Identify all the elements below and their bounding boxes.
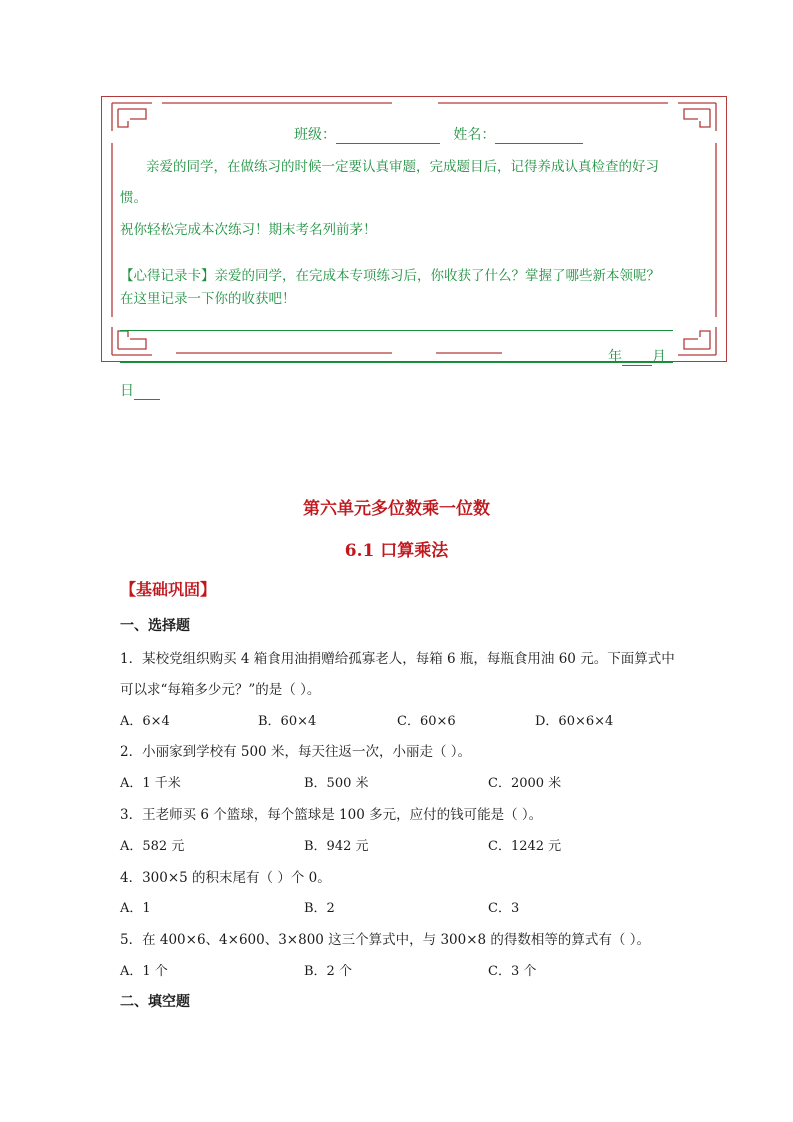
writing-line-1[interactable] (120, 330, 673, 331)
intro-line-1: 亲爱的同学，在做练习的时候一定要认真审题，完成题目后，记得养成认真检查的好习 (146, 159, 659, 175)
part-fill-heading: 二、填空题 (120, 994, 190, 1010)
question-3-option-a[interactable]: A．582 元 (120, 839, 185, 854)
wish-line: 祝你轻松完成本次练习！期末考名列前茅！ (120, 222, 377, 238)
question-3-line-1: 3．王老师买 6 个篮球，每个篮球是 100 多元，应付的钱可能是（ ）。 (120, 807, 543, 823)
question-2-option-c[interactable]: C．2000 米 (488, 776, 562, 791)
question-1-option-c[interactable]: C．60×6 (397, 714, 456, 729)
question-5-option-b[interactable]: B．2 个 (304, 964, 352, 979)
date-day (120, 380, 160, 400)
question-2-option-b[interactable]: B．500 米 (304, 776, 369, 791)
question-2-option-a[interactable]: A．1 千米 (120, 776, 181, 791)
question-1-option-d[interactable]: D．60×6×4 (535, 714, 614, 729)
lesson-title: 6.1 口算乘法 (344, 541, 449, 561)
question-1-line-1: 1．某校党组织购买 4 箱食用油捐赠给孤寡老人，每箱 6 瓶，每瓶食用油 60 元。下面算式中 (120, 651, 675, 667)
writing-line-2[interactable] (120, 362, 673, 363)
month-label: 月 (652, 349, 666, 365)
question-1-option-b[interactable]: B．60×4 (258, 714, 317, 729)
unit-title: 第六单元多位数乘一位数 (303, 499, 490, 519)
month-blank[interactable] (622, 351, 652, 366)
question-3-option-b[interactable]: B．942 元 (304, 839, 369, 854)
reflection-line-2: 在这里记录一下你的收获吧！ (120, 291, 296, 307)
year-label: 年 (608, 349, 622, 365)
class-name-row (294, 124, 583, 144)
question-5-line-1: 5．在 400×6、4×600、3×800 这三个算式中，与 300×8 的得数相等的算式有（ ）。 (120, 932, 650, 948)
question-4-option-b[interactable]: B．2 (304, 901, 335, 916)
question-4-line-1: 4．300×5 的积末尾有（ ）个 0。 (120, 870, 331, 886)
name-blank[interactable] (495, 129, 583, 144)
intro-line-2: 惯。 (120, 190, 147, 206)
section-heading: 【基础巩固】 (120, 580, 217, 599)
question-1-line-2: 可以求“每箱多少元？”的是（ ）。 (120, 682, 321, 698)
question-3-option-c[interactable]: C．1242 元 (488, 839, 562, 854)
name-label: 姓名： (453, 127, 496, 143)
day-label: 日 (120, 383, 134, 399)
question-1-option-a[interactable]: A．6×4 (120, 714, 170, 729)
question-5-option-a[interactable]: A．1 个 (120, 964, 168, 979)
question-2-line-1: 2．小丽家到学校有 500 米，每天往返一次，小丽走（ ）。 (120, 744, 471, 760)
day-blank[interactable] (134, 385, 160, 400)
question-5-option-c[interactable]: C．3 个 (488, 964, 537, 979)
question-4-option-a[interactable]: A．1 (120, 901, 151, 916)
class-label: 班级： (294, 127, 336, 143)
part-choice-heading: 一、选择题 (120, 618, 190, 634)
question-4-option-c[interactable]: C．3 (488, 901, 520, 916)
class-blank[interactable] (336, 129, 440, 144)
date-year-month (608, 346, 666, 366)
reflection-line-1: 【心得记录卡】亲爱的同学，在完成本专项练习后，你收获了什么？掌握了哪些新本领呢？ (120, 268, 660, 284)
